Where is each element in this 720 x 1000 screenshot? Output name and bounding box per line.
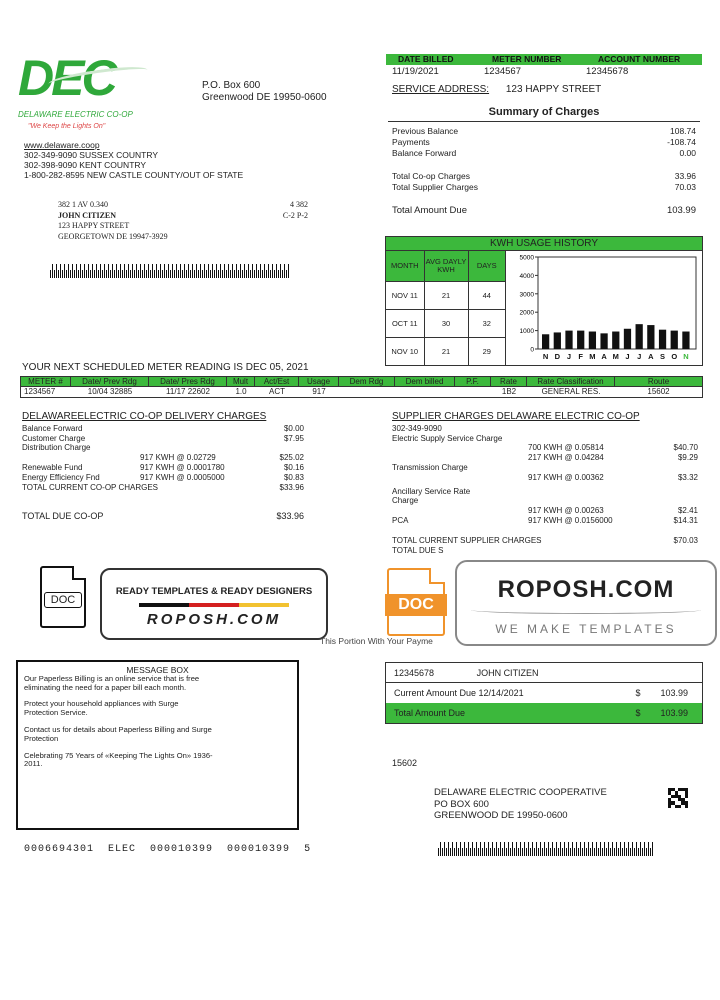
remit-line: GREENWOOD DE 19950-0600 (434, 810, 568, 821)
chart-bar (554, 332, 561, 349)
meter-table-row (20, 387, 703, 398)
header-address-line: Greenwood DE 19950-0600 (202, 92, 327, 103)
message-paragraph: Contact us for details about Paperless Billing and Surge Protection (24, 724, 212, 743)
charge-row: 217 KWH @ 0.04284 $9.29 (528, 453, 698, 463)
doc-file-icon-orange (387, 568, 445, 636)
chart-bar (659, 330, 666, 349)
company-logo (18, 52, 148, 134)
summary-row: Total Co-op Charges 33.96 (392, 171, 696, 181)
y-tick-label: 2000 (519, 309, 534, 317)
usage-row: NOV 11 21 44 (386, 281, 506, 309)
usage-chart (508, 253, 700, 365)
usage-row: NOV 10 21 29 (386, 337, 506, 365)
chart-bar (624, 329, 631, 349)
service-address-label: SERVICE ADDRESS: (392, 84, 490, 95)
ad-left-stripes (102, 603, 326, 607)
total-due-coop: TOTAL DUE CO-OP $33.96 (22, 511, 304, 522)
usage-col-days: DAYS (468, 251, 506, 281)
charge-label: Charge (392, 496, 419, 506)
chart-bar (647, 325, 654, 349)
x-tick-label: J (566, 352, 572, 361)
stub-route: 15602 (392, 758, 418, 768)
meter-col-header: Date/ Pres Rdg (149, 377, 227, 386)
ad-right (385, 560, 719, 652)
meter-col-header: Route (647, 377, 670, 386)
meter-cell: 917 (312, 387, 326, 396)
mail-street: 123 HAPPY STREET (58, 221, 130, 230)
meter-cell: 1.0 (235, 387, 247, 396)
scanline (24, 844, 311, 855)
meter-cell: 11/17 22602 (166, 387, 210, 396)
meter-col-header: Act/Est (255, 377, 299, 386)
postal-barcode (50, 264, 289, 278)
meter-col-header: METER # (21, 377, 71, 386)
x-tick-label: D (554, 352, 561, 361)
chart-bar (682, 332, 689, 349)
stub-current-label: Current Amount Due 12/14/2021 (394, 688, 524, 698)
contact-info (24, 140, 243, 180)
meter-cell (395, 387, 455, 397)
charge-label: Ancillary Service Rate (392, 486, 471, 496)
delivery-charges (22, 412, 304, 522)
ad-left (40, 566, 330, 646)
summary-of-charges (388, 106, 700, 216)
summary-row: Previous Balance 108.74 (392, 126, 696, 136)
delivery-title: DELAWAREELECTRIC CO-OP DELIVERY CHARGES (22, 411, 267, 422)
meter-col-header: Rate Classification (527, 377, 615, 386)
summary-title: Summary of Charges (388, 106, 700, 122)
charge-total-row: TOTAL CURRENT CO-OP CHARGES $33.96 (22, 482, 304, 492)
meter-table-header (20, 376, 703, 387)
mail-route-code: 4 382 (290, 200, 308, 209)
x-tick-label: F (578, 352, 583, 361)
postal-barcode (438, 842, 653, 856)
scan-field: ELEC (108, 844, 137, 855)
x-tick-label: N (542, 352, 549, 361)
account-number-label: ACCOUNT NUMBER (598, 54, 681, 64)
meter-number-label: METER NUMBER (492, 54, 562, 64)
summary-row: Total Supplier Charges 70.03 (392, 182, 696, 192)
contact-line: 1-800-282-8595 NEW CASTLE COUNTY/OUT OF STATE (24, 170, 244, 180)
supplier-title: SUPPLIER CHARGES DELAWARE ELECTRIC CO-OP (392, 411, 640, 422)
charge-label: Electric Supply Service Charge (392, 433, 503, 443)
return-notice: This Portion With Your Payme (320, 636, 433, 646)
charge-label: Transmission Charge (392, 462, 468, 472)
meter-col-header: Date/ Prev Rdg (71, 377, 149, 386)
x-tick-label: M (612, 352, 619, 361)
website-link[interactable]: www.delaware.coop (24, 140, 100, 150)
account-number: 12345678 (586, 66, 629, 77)
chart-bar (612, 332, 619, 349)
supplier-charges (392, 412, 698, 555)
mail-code: C-2 P-2 (282, 210, 308, 220)
billing-header-values (386, 66, 702, 77)
meter-cell: 1234567 (24, 387, 56, 396)
meter-col-header: Dem billed (395, 377, 455, 386)
usage-history (385, 236, 703, 366)
ad-right-tagline: WE MAKE TEMPLATES (495, 622, 677, 636)
service-address-value: 123 HAPPY STREET (505, 84, 602, 95)
meter-col-header: P.F. (455, 377, 491, 386)
x-tick-label: J (637, 352, 642, 361)
stub-account-row (386, 663, 702, 683)
charge-row: 917 KWH @ 0.02729 $25.02 (140, 453, 304, 463)
charge-row: Renewable Fund 917 KWH @ 0.0001780 $0.16 (22, 462, 304, 472)
charge-row: 917 KWH @ 0.00362 $3.32 (528, 472, 698, 482)
usage-history-title: KWH USAGE HISTORY (386, 237, 702, 251)
summary-total: Total Amount Due 103.99 (392, 205, 696, 216)
charge-row: Customer Charge $7.95 (22, 433, 304, 443)
header-address (202, 80, 327, 104)
y-tick-label: 3000 (519, 291, 534, 299)
usage-col-month: MONTH (386, 251, 424, 281)
meter-cell: ACT (269, 387, 285, 396)
header-address-line: P.O. Box 600 (202, 80, 261, 91)
meter-cell (339, 387, 395, 397)
doc-file-icon (40, 566, 86, 628)
summary-row: Balance Forward 0.00 (392, 148, 696, 158)
meter-col-header: Mult (227, 377, 255, 386)
ad-right-wave-icon (471, 606, 701, 614)
y-tick-label: 0 (530, 346, 534, 354)
meter-cell: 15602 (647, 387, 670, 396)
x-tick-label: O (671, 352, 678, 361)
x-tick-label: S (660, 352, 666, 361)
billing-header-bar (386, 54, 702, 65)
logo-name: DELAWARE ELECTRIC CO-OP (18, 110, 133, 119)
message-box-title: MESSAGE BOX (126, 665, 189, 675)
meter-col-header: Dem Rdg (339, 377, 395, 386)
next-meter-reading: YOUR NEXT SCHEDULED METER READING IS DEC 05, 2021 (22, 362, 309, 373)
chart-bar (565, 331, 572, 349)
meter-table (20, 376, 703, 398)
message-paragraph: Protect your household appliances with Surge Protection Service. (24, 699, 179, 718)
charge-row: 700 KWH @ 0.05814 $40.70 (528, 443, 698, 453)
scan-field: 000010399 (150, 844, 214, 855)
message-box (16, 660, 299, 830)
logo-brand: DEC (18, 50, 115, 106)
stub-name: JOHN CITIZEN (476, 668, 539, 678)
ad-right-brand: ROPOSH.COM (497, 576, 675, 603)
meter-cell (455, 387, 491, 397)
mail-route: 382 1 AV 0.340 (58, 200, 108, 209)
charge-label: Distribution Charge (22, 443, 91, 453)
charge-row: Balance Forward $0.00 (22, 423, 304, 433)
ad-left-brand: ROPOSH.COM (146, 611, 282, 628)
date-billed-label: DATE BILLED (398, 54, 454, 64)
usage-row: OCT 11 30 32 (386, 309, 506, 337)
stub-current-row: Current Amount Due 12/14/2021 $ 103.99 (386, 683, 702, 703)
mailing-address (58, 200, 308, 242)
meter-cell: 1B2 (501, 387, 517, 396)
remit-line: PO BOX 600 (434, 798, 489, 810)
meter-cell: 10/04 32885 (87, 387, 133, 396)
chart-bar (600, 333, 607, 349)
x-tick-label: M (589, 352, 596, 361)
ad-left-tagline: READY TEMPLATES & READY DESIGNERS (115, 586, 313, 597)
y-tick-label: 5000 (519, 254, 534, 262)
scan-field: 5 (304, 844, 312, 855)
contact-line: 302-398-9090 KENT COUNTRY (24, 160, 147, 170)
charge-total-row: TOTAL CURRENT SUPPLIER CHARGES $70.03 (392, 535, 698, 545)
meter-number: 1234567 (484, 66, 521, 77)
usage-col-avg: AVG DAYLY KWH (424, 251, 468, 281)
x-tick-label: A (601, 352, 607, 361)
chart-bar (577, 331, 584, 349)
chart-bar (542, 334, 549, 349)
stub-current-value: 103.99 (660, 688, 688, 698)
mail-city: GEORGETOWN DE 19947-3929 (58, 231, 168, 241)
qr-code-icon (668, 788, 688, 808)
payment-stub (385, 662, 703, 724)
stub-total-row: Total Amount Due $ 103.99 (386, 703, 702, 723)
meter-col-header: Usage (299, 377, 339, 386)
charge-row: 917 KWH @ 0.00263 $2.41 (528, 506, 698, 516)
x-tick-label: J (625, 352, 630, 361)
usage-table (386, 251, 506, 365)
charge-row: Energy Efficiency Fnd 917 KWH @ 0.0005000 $0.83 (22, 472, 304, 482)
charge-row: PCA 917 KWH @ 0.0156000 $14.31 (392, 515, 698, 525)
summary-row: Payments -108.74 (392, 137, 696, 147)
x-tick-label: N (683, 352, 689, 361)
meter-col-header: Rate (491, 377, 527, 386)
stub-account: 12345678 (394, 668, 435, 678)
stub-total-value: 103.99 (660, 708, 688, 718)
remit-address (434, 787, 607, 822)
ad-left-banner (100, 568, 328, 640)
chart-bar (589, 332, 596, 349)
contact-line: 302-349-9090 SUSSEX COUNTRY (24, 150, 159, 160)
message-paragraph: Celebrating 75 Years of «Keeping The Lights On» 1936-2011. (24, 750, 213, 769)
logo-slogan: "We Keep the Lights On" (28, 123, 106, 130)
doc-badge-orange: DOC (385, 594, 447, 616)
remit-line: DELAWARE ELECTRIC COOPERATIVE (434, 787, 607, 798)
ad-right-banner (455, 560, 717, 646)
mail-name: JOHN CITIZEN (58, 210, 117, 220)
doc-badge: DOC (44, 592, 82, 608)
supplier-phone: 302-349-9090 (392, 423, 442, 433)
y-tick-label: 4000 (519, 272, 534, 280)
stub-total-label: Total Amount Due (394, 708, 466, 718)
scan-field: 0006694301 (24, 844, 95, 855)
chart-bar (636, 324, 643, 349)
service-address (392, 84, 601, 95)
meter-cell: GENERAL RES. (541, 387, 601, 396)
y-tick-label: 1000 (519, 328, 534, 336)
chart-bar (671, 331, 678, 349)
date-billed: 11/19/2021 (392, 66, 439, 77)
total-due-supplier: TOTAL DUE S (392, 545, 444, 555)
x-tick-label: A (648, 352, 654, 361)
message-paragraph: Our Paperless Billing is an online service that is free eliminating the need for a paper bill each month. (24, 673, 200, 692)
scan-field: 000010399 (227, 844, 291, 855)
